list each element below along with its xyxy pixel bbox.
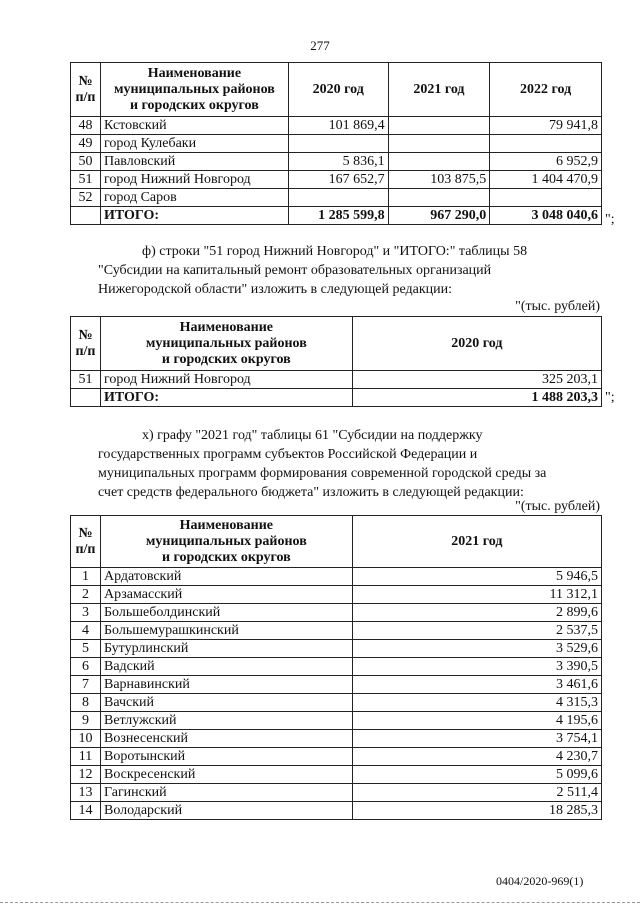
header-2021: 2021 год: [388, 63, 490, 117]
header-name: Наименование муниципальных районов и городских округов: [100, 317, 352, 371]
table-row: 51 город Нижний Новгород 325 203,1: [71, 371, 602, 389]
total-row: ИТОГО: 1 488 203,3: [71, 389, 602, 407]
table-1: [70, 62, 602, 225]
table-row: 7 Варнавинский 3 461,6: [71, 676, 602, 694]
scan-edge-divider: [0, 902, 640, 903]
total-row: ИТОГО: 1 285 599,8 967 290,0 3 048 040,6: [71, 207, 602, 225]
paragraph-h: х) графу "2021 год" таблицы 61 "Субсидии на поддержку государственных программ субъектов Российской Федерации и муниципальных программ формирования современной городской среды за счет средств федерального бюджета" изложить в следующей редакции:: [98, 428, 547, 500]
table-row: 52 город Саров: [71, 189, 602, 207]
header-2020: 2020 год: [352, 317, 601, 371]
header-2022: 2022 год: [490, 63, 602, 117]
unit-label: "(тыс. рублей): [515, 299, 600, 314]
table-2: [70, 316, 602, 407]
header-name: Наименование муниципальных районов и городских округов: [100, 63, 288, 117]
table-row: 14 Володарский 18 285,3: [71, 802, 602, 820]
page-number: 277: [310, 38, 330, 53]
table-row: 2 Арзамасский 11 312,1: [71, 586, 602, 604]
table-row: 10 Вознесенский 3 754,1: [71, 730, 602, 748]
table-row: 11 Воротынский 4 230,7: [71, 748, 602, 766]
table-row: 4 Большемурашкинский 2 537,5: [71, 622, 602, 640]
document-code: 0404/2020-969(1): [496, 874, 584, 888]
header-num: № п/п: [71, 516, 101, 568]
table-row: 48 Кстовский 101 869,4 79 941,8: [71, 117, 602, 135]
table-row: 49 город Кулебаки: [71, 135, 602, 153]
table-row: 8 Вачский 4 315,3: [71, 694, 602, 712]
unit-label: "(тыс. рублей): [515, 499, 600, 514]
table-row: 3 Большеболдинский 2 899,6: [71, 604, 602, 622]
header-2021: 2021 год: [352, 516, 601, 568]
table-row: 13 Гагинский 2 511,4: [71, 784, 602, 802]
table-row: 12 Воскресенский 5 099,6: [71, 766, 602, 784]
header-num: № п/п: [71, 63, 101, 117]
table-row: 6 Вадский 3 390,5: [71, 658, 602, 676]
table-1-close-mark: ";: [605, 212, 615, 227]
table-row: 51 город Нижний Новгород 167 652,7 103 875,5 1 404 470,9: [71, 171, 602, 189]
table-row: 1 Ардатовский 5 946,5: [71, 568, 602, 586]
header-num: № п/п: [71, 317, 101, 371]
paragraph-f: ф) строки "51 город Нижний Новгород" и "ИТОГО:" таблицы 58 "Субсидии на капитальный ремонт образовательных организаций Нижегородской области" изложить в следующей редакции:: [98, 244, 528, 297]
table-row: 5 Бутурлинский 3 529,6: [71, 640, 602, 658]
table-2-close-mark: ";: [605, 390, 615, 405]
header-2020: 2020 год: [288, 63, 388, 117]
table-row: 9 Ветлужский 4 195,6: [71, 712, 602, 730]
table-row: 50 Павловский 5 836,1 6 952,9: [71, 153, 602, 171]
header-name: Наименование муниципальных районов и городских округов: [100, 516, 352, 568]
table-3: [70, 515, 602, 820]
